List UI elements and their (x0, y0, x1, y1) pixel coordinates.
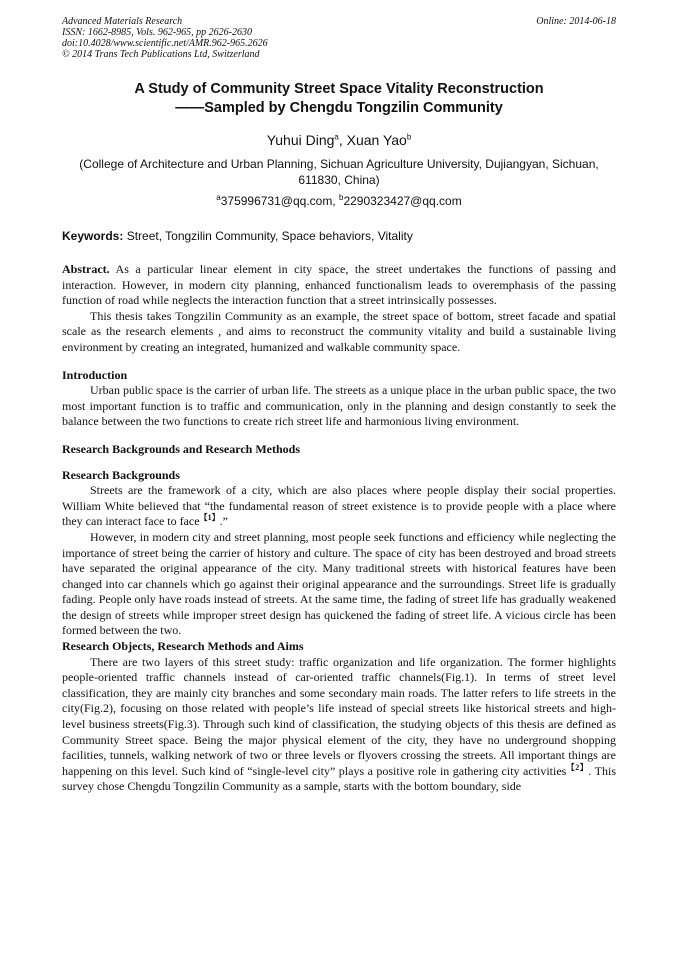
journal-header (62, 16, 616, 60)
author-list (40, 131, 638, 149)
affiliation: (College of Architecture and Urban Planning, Sichuan Agriculture University, Dujiangyan, Sichuan, 611830, China) (79, 157, 599, 187)
journal-name: Advanced Materials Research (62, 16, 183, 27)
author-emails (40, 193, 638, 209)
introduction-paragraph: Urban public space is the carrier of urban life. The streets as a unique place in the urban public space, the two most important function is to traffic and communication, only in the planning and design constantly to seek the balance between the two functions to create rich street life and harmonious living environment. (62, 383, 616, 429)
abstract-paragraph-2: This thesis takes Tongzilin Community as an example, the street space of bottom, street facade and spatial scale as the research elements , and aims to reconstruct the community vitality and build a sustainable living environment by creating an integrated, humanized and walkable community space. (62, 308, 616, 354)
abstract-paragraph-1 (62, 262, 616, 309)
author-2: Xuan Yao (346, 132, 407, 148)
title-line-1: A Study of Community Street Space Vitality Reconstruction (134, 81, 544, 97)
citation-1: 【1】 (199, 513, 220, 523)
journal-issn: ISSN: 1662-8985, Vols. 962-965, pp 2626-2630 (62, 27, 252, 38)
methods-text-end: . This survey chose Chengdu Tongzilin Community as a sample, starts with the bottom boundary, side (62, 763, 617, 794)
author-1-affil-mark: a (334, 132, 339, 142)
backgrounds-paragraph-2: However, in modern city and street planning, most people seek functions and efficiency while neglecting the importance of street being the carrier of history and culture. The space of city has been destroyed and broad streets have separated the original appearance of the city. Many traditional streets with historical features have been changed into car channels which go against their original appearance and the surroundings. Street life is gradually fading. People only have roads instead of streets. At the same time, the fading of street life has gradually weakened the design of streets while improper street design has quickened the fading of street life. A vicious circle has been formed between the two. (62, 529, 616, 638)
author-2-affil-mark: b (406, 132, 412, 142)
introduction-heading: Introduction (62, 367, 128, 382)
section-heading-research: Research Backgrounds and Research Methods (62, 441, 301, 456)
journal-copyright: © 2014 Trans Tech Publications Ltd, Switzerland (62, 49, 260, 60)
journal-doi: doi:10.4028/www.scientific.net/AMR.962-965.2626 (62, 38, 268, 49)
paper-title (40, 80, 638, 118)
email-a-mark: a (216, 193, 221, 202)
keywords-text: Street, Tongzilin Community, Space behaviors, Vitality (123, 229, 413, 243)
backgrounds-text-1: Streets are the framework of a city, which are also places where people display their social properties. William White believed that “the fundamental reason of street existence is to provide people with a place where they can interact face to face (62, 483, 616, 529)
author-1: Yuhui Ding (266, 132, 335, 148)
abstract-label: Abstract. (62, 262, 110, 276)
subheading-objects-methods: Research Objects, Research Methods and Aims (62, 639, 304, 654)
abstract-text-1: As a particular linear element in city space, the street undertakes the functions of passing and interaction. However, in modern city planning, enhanced functionalism leads to overemphasis of the passing function of road while neglects the interaction function that a street intrinsically possesses. (62, 262, 616, 308)
title-line-2: ——Sampled by Chengdu Tongzilin Community (175, 100, 503, 116)
backgrounds-text-1-end: .” (219, 514, 228, 529)
citation-2: 【2】 (566, 762, 589, 772)
methods-paragraph (62, 655, 616, 795)
methods-text: There are two layers of this street study: traffic organization and life organization. The former highlights people-oriented traffic channels instead of car-oriented traffic channels(Fig.1). In terms of street level classification, they are mainly city branches and some secondary main roads. The latter refers to life streets in the city(Fig.2), focusing on those related with people’s life instead of special streets like historical streets and high-level business streets(Fig.3). Through such kind of classification, the studying objects of this thesis are defined as Community Street space. Being the major physical element of the city, they have no underground shopping facilities, tunnels, walking network of two or three levels or flyovers crossing the streets. All important things are happening on this level. Such kind of “single-level city” plays a positive role in gathering city activities (62, 654, 616, 778)
paper-body (62, 262, 616, 795)
keywords (62, 228, 616, 244)
email-b-mark: b (338, 193, 344, 202)
online-date: Online: 2014-06-18 (536, 16, 616, 27)
subheading-backgrounds: Research Backgrounds (62, 467, 180, 482)
author-separator: , (338, 132, 347, 148)
backgrounds-paragraph-1 (62, 483, 616, 530)
email-b: 2290323427@qq.com (343, 194, 462, 208)
email-a: 375996731@qq.com, (220, 194, 339, 208)
keywords-label: Keywords: (62, 229, 124, 243)
